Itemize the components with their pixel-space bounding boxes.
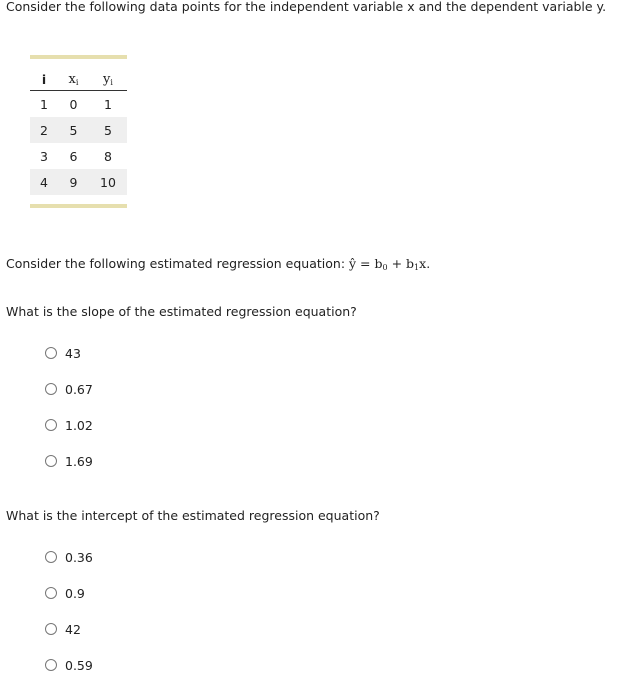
radio-button[interactable] xyxy=(45,587,57,599)
question-intercept: What is the intercept of the estimated regression equation? xyxy=(6,508,380,523)
cell-i: 1 xyxy=(40,96,48,112)
option-label: 42 xyxy=(65,621,81,637)
regression-statement xyxy=(6,256,430,272)
cell-i: 3 xyxy=(40,148,48,164)
cell-x: 6 xyxy=(69,148,78,164)
data-points-table xyxy=(30,68,127,195)
slope-option-3[interactable] xyxy=(45,417,93,433)
regression-prefix: Consider the following estimated regression equation: xyxy=(6,256,350,271)
cell-x: 9 xyxy=(58,169,89,195)
header-y-subscript: i xyxy=(110,77,113,87)
header-y-symbol: y xyxy=(103,71,111,87)
option-label: 0.67 xyxy=(65,381,93,397)
equals-sign: = xyxy=(356,256,375,271)
option-label: 43 xyxy=(65,345,81,361)
radio-button[interactable] xyxy=(45,347,57,359)
header-i: i xyxy=(30,68,58,91)
radio-button[interactable] xyxy=(45,383,57,395)
option-label: 0.9 xyxy=(65,585,85,601)
header-x-symbol: x xyxy=(68,71,76,87)
cell-y: 1 xyxy=(104,96,112,112)
option-label: 1.69 xyxy=(65,453,93,469)
intercept-option-1[interactable] xyxy=(45,549,93,565)
radio-button[interactable] xyxy=(45,419,57,431)
table-row xyxy=(30,91,127,118)
option-label: 0.36 xyxy=(65,549,93,565)
header-y xyxy=(89,68,127,91)
cell-x: 0 xyxy=(69,96,78,112)
b0-symbol: b xyxy=(374,256,383,271)
b1-symbol: b xyxy=(406,256,415,271)
plus-sign: + xyxy=(387,256,407,271)
option-label: 0.59 xyxy=(65,657,93,673)
intercept-option-3[interactable] xyxy=(45,621,81,637)
table-row xyxy=(30,169,127,195)
yhat-symbol: ŷ xyxy=(349,256,357,271)
header-x-subscript: i xyxy=(75,77,79,87)
cell-y: 10 xyxy=(89,169,127,195)
table-header-row xyxy=(30,68,127,91)
table-row xyxy=(30,143,127,169)
question-slope: What is the slope of the estimated regression equation? xyxy=(6,304,357,319)
slope-option-4[interactable] xyxy=(45,453,93,469)
data-table xyxy=(30,55,127,208)
radio-button[interactable] xyxy=(45,551,57,563)
x-term: x. xyxy=(419,256,431,271)
cell-x: 5 xyxy=(58,117,89,143)
table-bottom-rule xyxy=(30,204,127,208)
cell-i: 4 xyxy=(30,169,58,195)
b1-subscript: 1 xyxy=(414,263,420,272)
radio-button[interactable] xyxy=(45,623,57,635)
regression-equation xyxy=(349,256,430,271)
intercept-option-4[interactable] xyxy=(45,657,93,673)
table-row xyxy=(30,117,127,143)
slope-option-2[interactable] xyxy=(45,381,93,397)
intercept-option-2[interactable] xyxy=(45,585,85,601)
radio-button[interactable] xyxy=(45,659,57,671)
radio-button[interactable] xyxy=(45,455,57,467)
header-x xyxy=(58,68,89,91)
cell-i: 2 xyxy=(30,117,58,143)
b0-subscript: 0 xyxy=(382,263,388,272)
table-top-rule xyxy=(30,55,127,59)
problem-intro: Consider the following data points for the independent variable x and the dependent variable y. xyxy=(6,0,607,14)
cell-y: 8 xyxy=(104,148,112,164)
slope-option-1[interactable] xyxy=(45,345,81,361)
option-label: 1.02 xyxy=(65,417,93,433)
cell-y: 5 xyxy=(89,117,127,143)
